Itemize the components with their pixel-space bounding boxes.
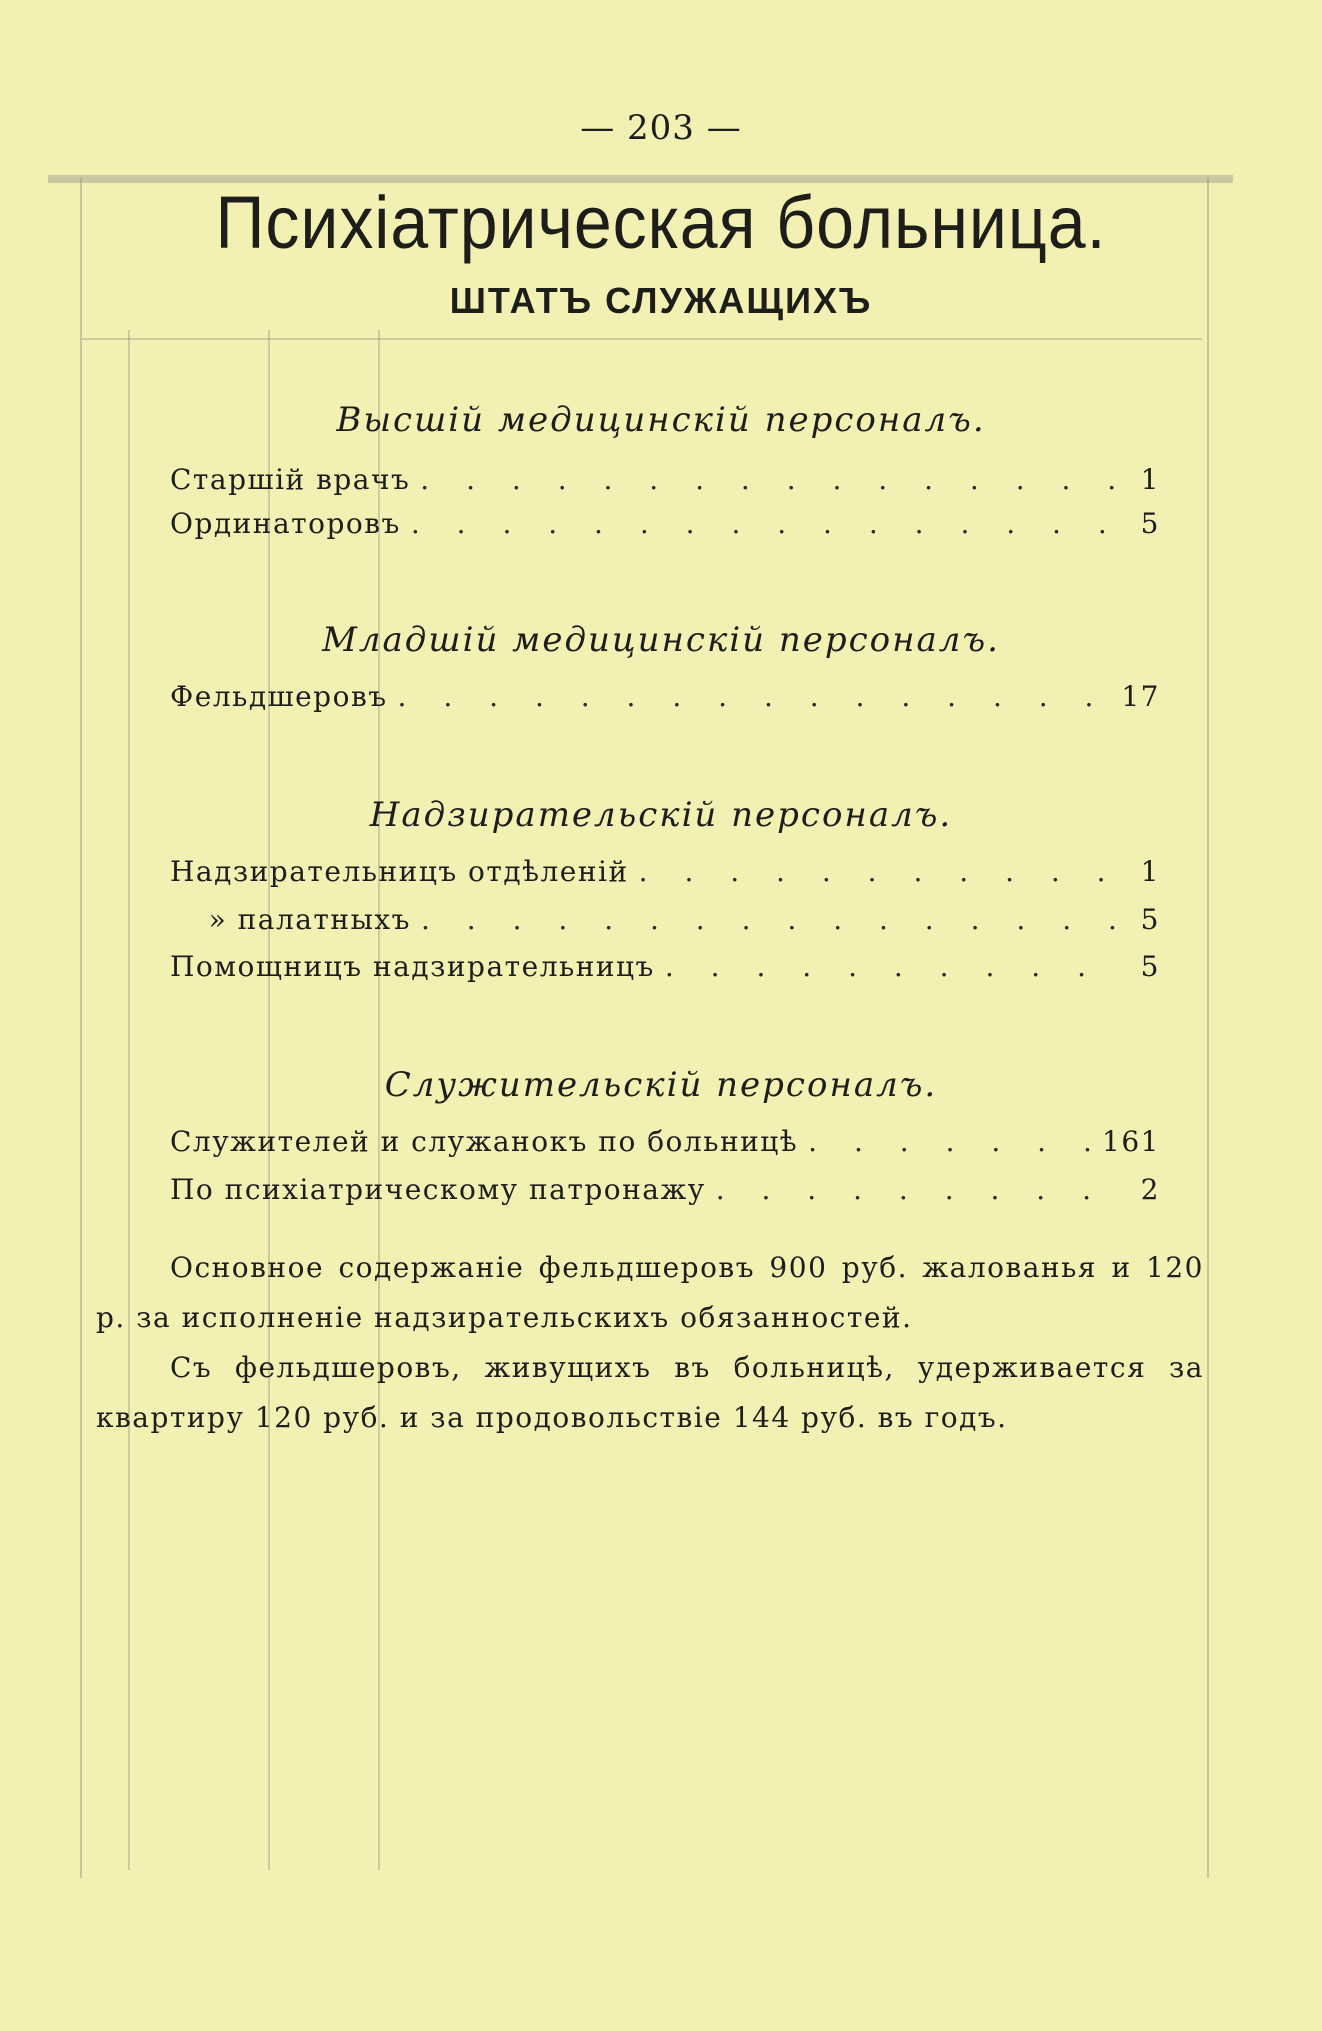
staff-label: Надзирательницъ отдѣленій — [170, 855, 629, 888]
staff-row — [170, 507, 1160, 547]
staff-row — [170, 1125, 1160, 1165]
staff-label: Фельдшеровъ — [170, 680, 388, 713]
bleed-through-rule — [82, 338, 1202, 340]
staff-label: Ординаторовъ — [170, 507, 401, 540]
staff-label: » палатныхъ — [208, 903, 411, 936]
staff-count: 2 — [1140, 1173, 1160, 1206]
dot-leader — [716, 1173, 1120, 1206]
staff-label: Служителей и служанокъ по больницѣ — [170, 1125, 799, 1158]
staff-row — [170, 950, 1160, 990]
dot-leader — [421, 903, 1120, 936]
staff-count: 17 — [1121, 680, 1160, 713]
staff-row — [170, 680, 1160, 720]
dot-leader — [420, 463, 1120, 496]
staff-count: 161 — [1102, 1125, 1160, 1158]
staff-label: Старшій врачъ — [170, 463, 411, 496]
staff-count: 5 — [1140, 903, 1160, 936]
page-title: Психіатрическая больница. — [215, 181, 1107, 264]
section-heading: Служительскій персоналъ. — [384, 1065, 938, 1105]
staff-row — [170, 463, 1160, 503]
staff-label: По психіатрическому патронажу — [170, 1173, 706, 1206]
section-heading: Надзирательскій персоналъ. — [369, 795, 953, 835]
dot-leader — [639, 855, 1120, 888]
staff-count: 5 — [1140, 950, 1160, 983]
note-paragraph: Съ фельдшеровъ, живущихъ въ больницѣ, удерживается за квартиру 120 руб. и за продовольствіе 144 руб. въ годъ. — [96, 1351, 1204, 1434]
dot-leader — [665, 950, 1120, 983]
staff-row — [170, 855, 1160, 895]
staff-count: 1 — [1140, 855, 1160, 888]
staff-count: 5 — [1140, 507, 1160, 540]
page-number: — 203 — — [580, 108, 742, 148]
section-heading: Высшій медицинскій персоналъ. — [336, 400, 986, 440]
staff-row — [170, 903, 1160, 943]
dot-leader — [411, 507, 1120, 540]
staff-row — [170, 1173, 1160, 1213]
dot-leader — [808, 1125, 1092, 1158]
note-paragraph: Основное содержаніе фельдшеровъ 900 руб. жалованья и 120 р. за исполненіе надзирательскихъ обязанностей. — [96, 1251, 1204, 1334]
section-heading: Младшій медицинскій персоналъ. — [322, 620, 1000, 660]
page-subtitle: ШТАТЪ СЛУЖАЩИХЪ — [449, 280, 873, 321]
staff-count: 1 — [1140, 463, 1160, 496]
dot-leader — [398, 680, 1112, 713]
staff-label: Помощницъ надзирательницъ — [170, 950, 655, 983]
